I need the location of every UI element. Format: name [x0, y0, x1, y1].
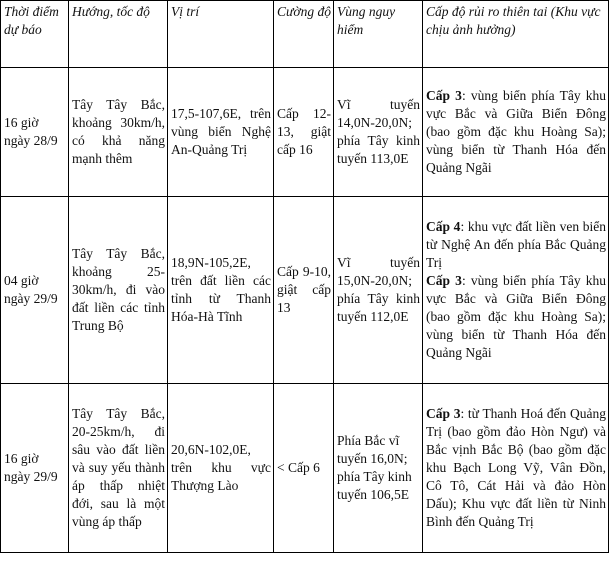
risk-level-label: Cấp 3: [426, 273, 462, 288]
header-position: Vị trí: [168, 1, 274, 68]
direction-speed-cell: Tây Tây Bắc, khoảng 25-30km/h, đi vào đất liền các tỉnh Trung Bộ: [69, 197, 168, 384]
header-disaster-risk-level: Cấp độ rủi ro thiên tai (Khu vực chịu ảnh hưởng): [423, 1, 609, 68]
position-cell: 17,5-107,6E, trên vùng biển Nghệ An-Quảng Trị: [168, 68, 274, 197]
header-danger-zone: Vùng nguy hiểm: [334, 1, 423, 68]
risk-entry: [426, 405, 606, 531]
table-row: [1, 68, 609, 197]
risk-level-cell: [423, 68, 609, 197]
risk-entry: [426, 272, 606, 362]
intensity-cell: Cấp 9-10, giật cấp 13: [274, 197, 334, 384]
table-row: [1, 197, 609, 384]
intensity-cell: < Cấp 6: [274, 384, 334, 553]
risk-area-text: : khu vực đất liền ven biển từ Nghệ An đến phía Bắc Quảng Trị: [426, 219, 606, 270]
risk-entry: [426, 87, 606, 177]
risk-area-text: : vùng biển phía Tây khu vực Bắc và Giữa Biển Đông (bao gồm đặc khu Hoàng Sa); vùng biển từ Thanh Hóa đến Quảng Ngãi: [426, 88, 607, 175]
forecast-time-cell: 16 giờ ngày 29/9: [1, 384, 69, 553]
risk-area-text: : vùng biển phía Tây khu vực Bắc và Giữa Biển Đông (bao gồm đặc khu Hoàng Sa); vùng biển từ Thanh Hóa đến Quảng Ngãi: [426, 273, 607, 360]
header-intensity: Cường độ: [274, 1, 334, 68]
risk-level-label: Cấp 3: [426, 88, 462, 103]
table-header-row: [1, 1, 609, 68]
risk-area-text: : từ Thanh Hoá đến Quảng Trị (bao gồm đảo Hòn Ngư) và Bắc vịnh Bắc Bộ (bao gồm đặc khu Bạch Long Vỹ, Vân Đồn, Cô Tô, Cát Hải và đảo Hòn Dấu); Khu vực đất liền từ Ninh Bình đến Quảng Trị: [426, 406, 606, 529]
danger-zone-cell: Vĩ tuyến 15,0N-20,0N; phía Tây kinh tuyến 112,0E: [334, 197, 423, 384]
direction-speed-cell: Tây Tây Bắc, khoảng 30km/h, có khả năng mạnh thêm: [69, 68, 168, 197]
header-forecast-time: Thời điểm dự báo: [1, 1, 69, 68]
risk-level-cell: [423, 197, 609, 384]
forecast-time-cell: 16 giờ ngày 28/9: [1, 68, 69, 197]
risk-entry: [426, 218, 606, 272]
position-cell: 18,9N-105,2E, trên đất liền các tỉnh từ Thanh Hóa-Hà Tĩnh: [168, 197, 274, 384]
forecast-time-cell: 04 giờ ngày 29/9: [1, 197, 69, 384]
danger-zone-cell: Vĩ tuyến 14,0N-20,0N; phía Tây kinh tuyến 113,0E: [334, 68, 423, 197]
intensity-cell: Cấp 12-13, giật cấp 16: [274, 68, 334, 197]
risk-level-label: Cấp 4: [426, 219, 461, 234]
direction-speed-cell: Tây Tây Bắc, 20-25km/h, đi sâu vào đất liền và suy yếu thành áp thấp nhiệt đới, sau là một vùng áp thấp: [69, 384, 168, 553]
risk-level-cell: [423, 384, 609, 553]
header-direction-speed: Hướng, tốc độ: [69, 1, 168, 68]
position-cell: 20,6N-102,0E, trên khu vực Thượng Lào: [168, 384, 274, 553]
risk-level-label: Cấp 3: [426, 406, 461, 421]
danger-zone-cell: Phía Bắc vĩ tuyến 16,0N; phía Tây kinh tuyến 106,5E: [334, 384, 423, 553]
table-row: [1, 384, 609, 553]
